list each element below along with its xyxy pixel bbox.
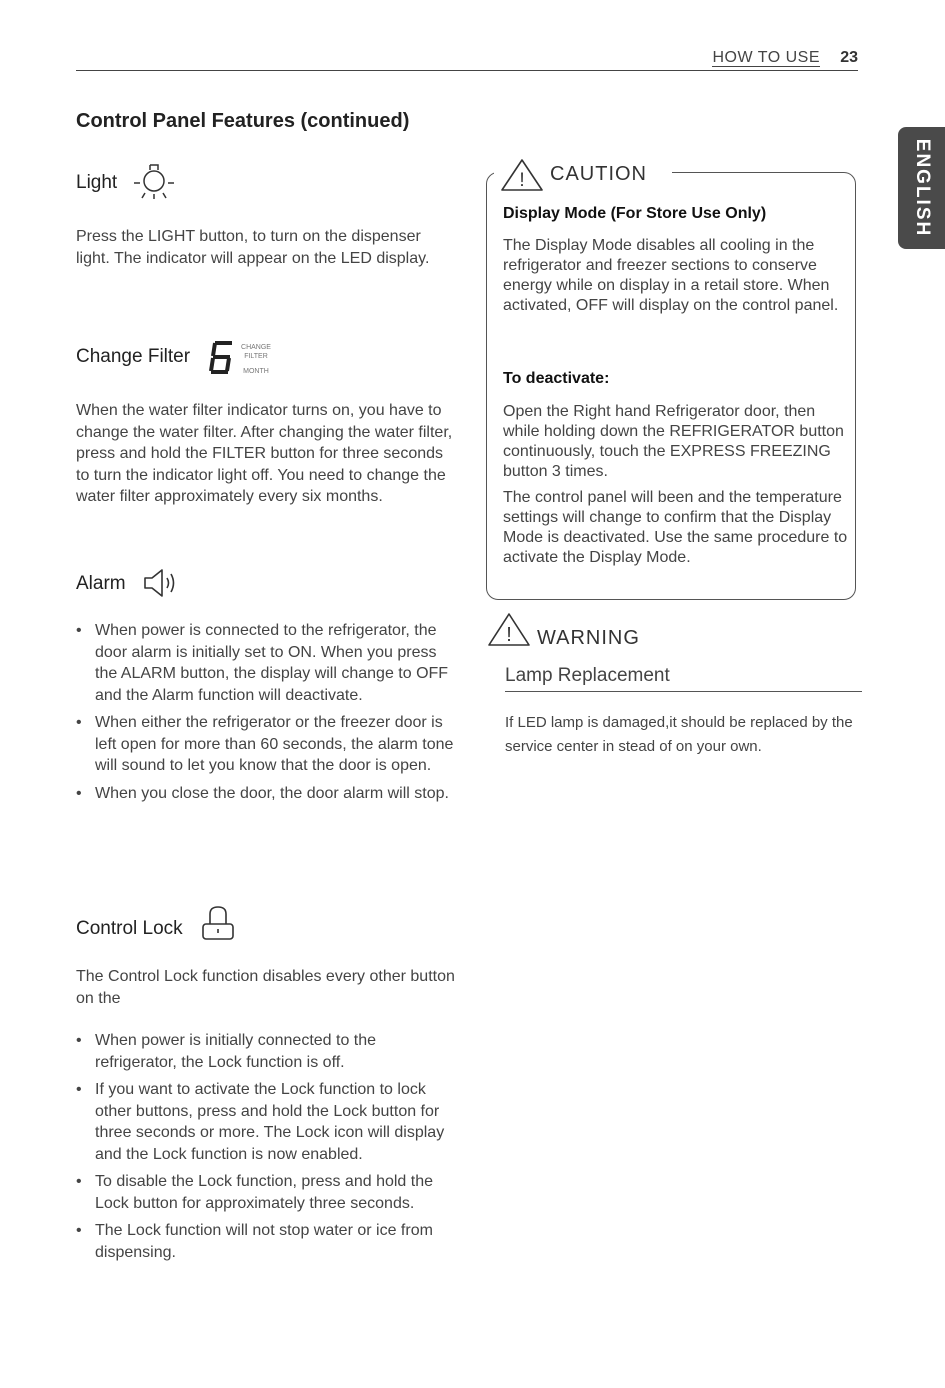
caution-text-3: The control panel will been and the temperature settings will change to confirm that the Display Mode is deactivated. Use the same procedure to activate the Display Mode. (503, 489, 848, 566)
filter-icon-label-month: MONTH (243, 368, 269, 375)
svg-text:!: ! (519, 170, 525, 191)
alarm-heading: Alarm (76, 573, 126, 594)
list-item: • When power is initially connected to the refrigerator, the Lock function is off. (76, 1030, 456, 1073)
filter-icon-label-filter: FILTER (244, 353, 268, 360)
language-tab (898, 127, 945, 249)
control-lock-description: The Control Lock function disables every other button on the (76, 968, 455, 1007)
page-header (76, 48, 858, 71)
list-item: • When power is connected to the refrigerator, the door alarm is initially set to ON. When you press the ALARM button, the display will change to OFF and the Alarm function will deactivate. (76, 620, 456, 706)
language-tab-label: ENGLISH (911, 138, 933, 238)
change-filter-heading: Change Filter (76, 346, 191, 367)
change-filter-description: When the water filter indicator turns on, you have to change the water filter. After changing the water filter, press and hold the FILTER button for three seconds to turn the indicator light off. You need to change the water filter approximately every six months. (76, 402, 453, 505)
light-description: Press the LIGHT button, to turn on the dispenser light. The indicator will appear on the LED display. (76, 228, 430, 267)
list-item: • When either the refrigerator or the freezer door is left open for more than 60 seconds, the alarm tone will sound to let you know that the door is open. (76, 712, 456, 777)
page-number: 23 (840, 49, 858, 66)
filter-icon-label-change: CHANGE (241, 344, 271, 351)
alarm-list (76, 620, 456, 810)
light-bulb-icon (133, 161, 175, 201)
caution-text-1: The Display Mode disables all cooling in the refrigerator and freezer sections to conserve energy while on display in a retail store. When activated, OFF will display on the control panel. (503, 237, 839, 314)
list-item: • When you close the door, the door alarm will stop. (76, 783, 456, 805)
page-title: Control Panel Features (continued) (76, 110, 410, 132)
caution-triangle-icon (500, 158, 544, 192)
caution-title: CAUTION (550, 163, 647, 185)
list-item: • To disable the Lock function, press and hold the Lock button for approximately three seconds. (76, 1171, 456, 1214)
light-heading: Light (76, 172, 118, 193)
section-title: HOW TO USE (712, 49, 820, 66)
caution-subtitle: Display Mode (For Store Use Only) (503, 205, 767, 222)
warning-title: WARNING (537, 627, 640, 649)
lamp-replacement-text: If LED lamp is damaged,it should be replaced by the service center in stead of on your own. (505, 714, 853, 755)
caution-text-2: Open the Right hand Refrigerator door, then while holding down the REFRIGERATOR button continuously, touch the EXPRESS FREEZING button 3 times. (503, 403, 844, 480)
control-lock-heading: Control Lock (76, 918, 183, 939)
control-lock-list (76, 1030, 456, 1269)
list-item: • The Lock function will not stop water or ice from dispensing. (76, 1220, 456, 1263)
lamp-replacement-heading: Lamp Replacement (505, 665, 862, 692)
filter-digit-icon (208, 340, 236, 376)
filter-icon-labels (236, 343, 276, 376)
warning-triangle-icon (487, 612, 531, 648)
lock-icon (200, 904, 236, 942)
deactivate-heading: To deactivate: (503, 370, 610, 387)
list-item: • If you want to activate the Lock function to lock other buttons, press and hold the Lock button for three seconds or more. The Lock icon will display and the Lock function is now enabled. (76, 1079, 456, 1165)
svg-text:!: ! (506, 624, 512, 646)
speaker-icon (142, 567, 180, 599)
